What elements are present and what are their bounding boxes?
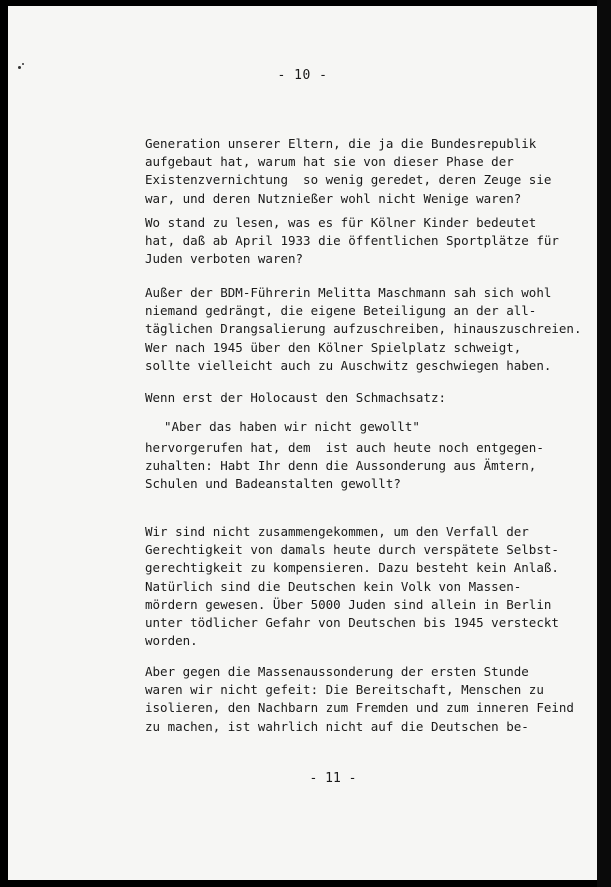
paragraph-4 — [145, 389, 595, 407]
text-line: mördern gewesen. Über 5000 Juden sind allein in Berlin — [145, 596, 552, 612]
text-line: hat, daß ab April 1933 die öffentlichen Sportplätze für — [145, 233, 559, 249]
text-line: Wenn erst der Holocaust den Schmachsatz: — [145, 390, 447, 405]
text-line: Außer der BDM-Führerin Melitta Maschmann sah sich wohl — [145, 285, 552, 300]
paragraph-6 — [145, 523, 595, 650]
text-line: Wo stand zu lesen, was es für Kölner Kinder bedeutet — [145, 215, 537, 230]
document-page — [8, 6, 597, 880]
text-line: war, und deren Nutznießer wohl nicht Wenige waren? — [145, 190, 522, 206]
scan-border — [597, 0, 611, 887]
text-line: aufgebaut hat, warum hat sie von dieser Phase der — [145, 154, 514, 170]
text-line: unter tödlicher Gefahr von Deutschen bis 1945 versteckt — [145, 614, 559, 630]
paragraph-5 — [145, 439, 595, 494]
document-body — [8, 6, 597, 880]
text-line: Juden verboten waren? — [145, 251, 304, 267]
text-line: isolieren, den Nachbarn zum Fremden und zum inneren Feind — [145, 700, 574, 716]
text-line: Existenzvernichtung so wenig geredet, deren Zeuge sie — [145, 172, 552, 188]
text-line: waren wir nicht gefeit: Die Bereitschaft, Menschen zu — [145, 682, 544, 698]
paragraph-1 — [145, 135, 595, 208]
text-line: Wer nach 1945 über den Kölner Spielplatz schweigt, — [145, 339, 522, 355]
paragraph-2 — [145, 214, 595, 269]
text-line: Wir sind nicht zusammengekommen, um den Verfall der — [145, 524, 529, 539]
text-line: Aber gegen die Massenaussonderung der ersten Stunde — [145, 664, 529, 679]
text-line: hervorgerufen hat, dem ist auch heute noch entgegen- — [145, 440, 544, 455]
text-line: täglichen Drangsalierung aufzuschreiben, hinauszuschreien. — [145, 321, 582, 337]
page-number-bottom: - 11 - — [309, 771, 357, 786]
text-line: worden. — [145, 633, 198, 649]
text-line: Generation unserer Eltern, die ja die Bundesrepublik — [145, 136, 537, 151]
text-line: gerechtigkeit zu kompensieren. Dazu besteht kein Anlaß. — [145, 560, 559, 576]
text-line: Gerechtigkeit von damals heute durch verspätete Selbst- — [145, 542, 559, 558]
text-line: sollte vielleicht auch zu Auschwitz geschwiegen haben. — [145, 357, 552, 373]
text-line: zuhalten: Habt Ihr denn die Aussonderung aus Ämtern, — [145, 458, 537, 474]
text-line: Schulen und Badeanstalten gewollt? — [145, 476, 401, 492]
text-line: zu machen, ist wahrlich nicht auf die Deutschen be- — [145, 718, 529, 734]
page-number-top: - 10 - — [277, 68, 328, 83]
text-line: Natürlich sind die Deutschen kein Volk von Massen- — [145, 578, 522, 594]
paragraph-3 — [145, 284, 595, 375]
block-quote: "Aber das haben wir nicht gewollt" — [164, 419, 420, 434]
paragraph-7 — [145, 663, 595, 736]
text-line: niemand gedrängt, die eigene Beteiligung an der all- — [145, 303, 537, 319]
